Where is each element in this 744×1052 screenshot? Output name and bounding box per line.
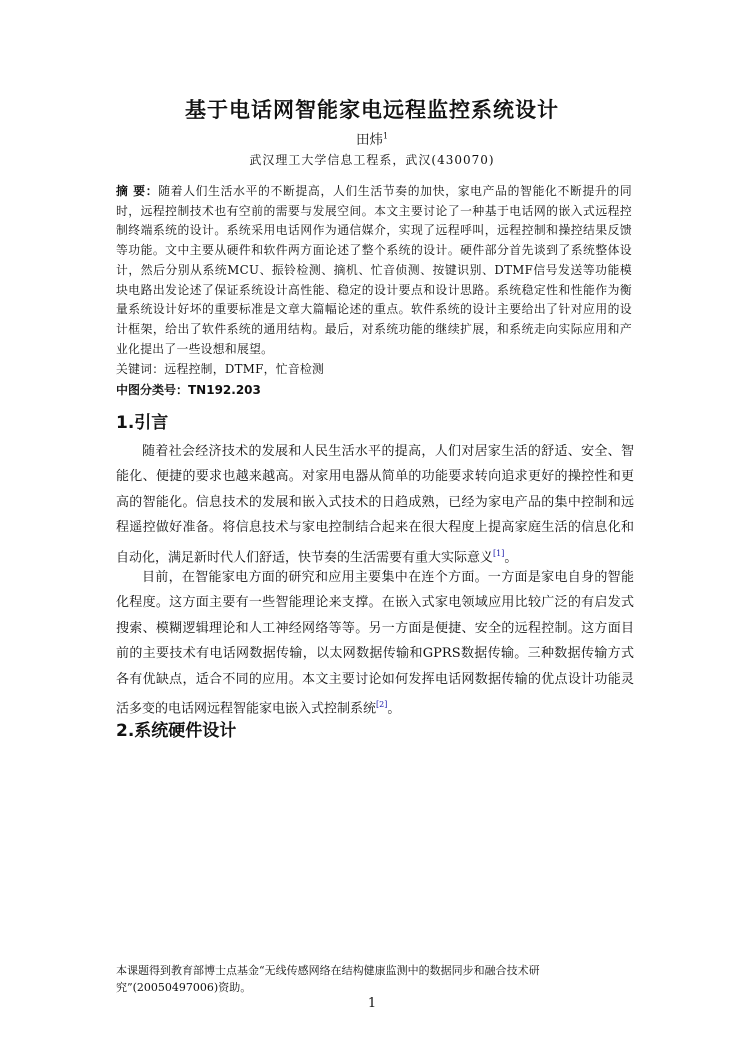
section-heading-hardware: 2.系统硬件设计	[116, 721, 237, 741]
citation-1[interactable]: [1]	[493, 548, 505, 558]
classification-number: 中图分类号：TN192.203	[116, 383, 261, 397]
intro-paragraph-2	[116, 565, 634, 722]
intro-paragraph-2-text: 目前，在智能家电方面的研究和应用主要集中在连个方面。一方面是家电自身的智能化程度。这方面主要有一些智能理论来支撑。在嵌入式家电领域应用比较广泛的有启发式搜索、模糊逻辑理论和人工神经网络等等。另一方面是便捷、安全的远程控制。这方面目前的主要技术有电话网数据传输，以太网数据传输和GPRS数据传输。三种数据传输方式各有优缺点，适合不同的应用。本文主要讨论如何发挥电话网数据传输的优点设计功能灵活多变的电话网远程智能家电嵌入式控制系统	[116, 570, 634, 717]
intro-paragraph-1-end: 。	[504, 549, 518, 565]
keywords: 关键词：远程控制，DTMF，忙音检测	[116, 362, 325, 376]
abstract	[116, 182, 632, 359]
intro-paragraph-2-end: 。	[387, 701, 401, 717]
abstract-text: 随着人们生活水平的不断提高，人们生活节奏的加快，家电产品的智能化不断提升的同时，远程控制技术也有空前的需要与发展空间。本文主要讨论了一种基于电话网的嵌入式远程控制终端系统的设计。系统采用电话网作为通信媒介，实现了远程呼叫，远程控制和操控结果反馈等功能。文中主要从硬件和软件两方面论述了整个系统的设计。硬件部分首先谈到了系统整体设计，然后分别从系统MCU、振铃检测、摘机、忙音侦测、按键识别、DTMF信号发送等功能模块电路出发论述了保证系统设计高性能、稳定的设计要点和设计思路。系统稳定性和性能作为衡量系统设计好坏的重要标准是文章大篇幅论述的重点。软件系统的设计主要给出了针对应用的设计框架，给出了软件系统的通用结构。最后，对系统功能的继续扩展，和系统走向实际应用和产业化提出了一些设想和展望。	[116, 184, 633, 356]
paper-title: 基于电话网智能家电远程监控系统设计	[185, 98, 559, 122]
citation-2[interactable]: [2]	[376, 700, 388, 710]
abstract-label: 摘 要：	[116, 184, 159, 198]
author-name: 田炜	[355, 132, 383, 148]
intro-paragraph-1-text: 随着社会经济技术的发展和人民生活水平的提高，人们对居家生活的舒适、安全、智能化、便捷的要求也越来越高。对家用电器从简单的功能要求转向追求更好的操控性和更高的智能化。信息技术的发展和嵌入式技术的日趋成熟，已经为家电产品的集中控制和远程遥控做好准备。将信息技术与家电控制结合起来在很大程度上提高家庭生活的信息化和自动化，满足新时代人们舒适，快节奏的生活需要有重大实际意义	[116, 444, 634, 565]
intro-paragraph-1	[116, 439, 634, 570]
footnote: 本课题得到教育部博士点基金“无线传感网络在结构健康监测中的数据同步和融合技术研究”(20050497006)资助。	[116, 964, 540, 994]
affiliation: 武汉理工大学信息工程系，武汉(430070)	[249, 153, 495, 167]
page-number: 1	[367, 996, 377, 1011]
footnote-divider	[116, 955, 266, 956]
author-line	[0, 128, 744, 148]
section-heading-introduction: 1.引言	[116, 413, 169, 433]
author-superscript: 1	[382, 131, 389, 141]
